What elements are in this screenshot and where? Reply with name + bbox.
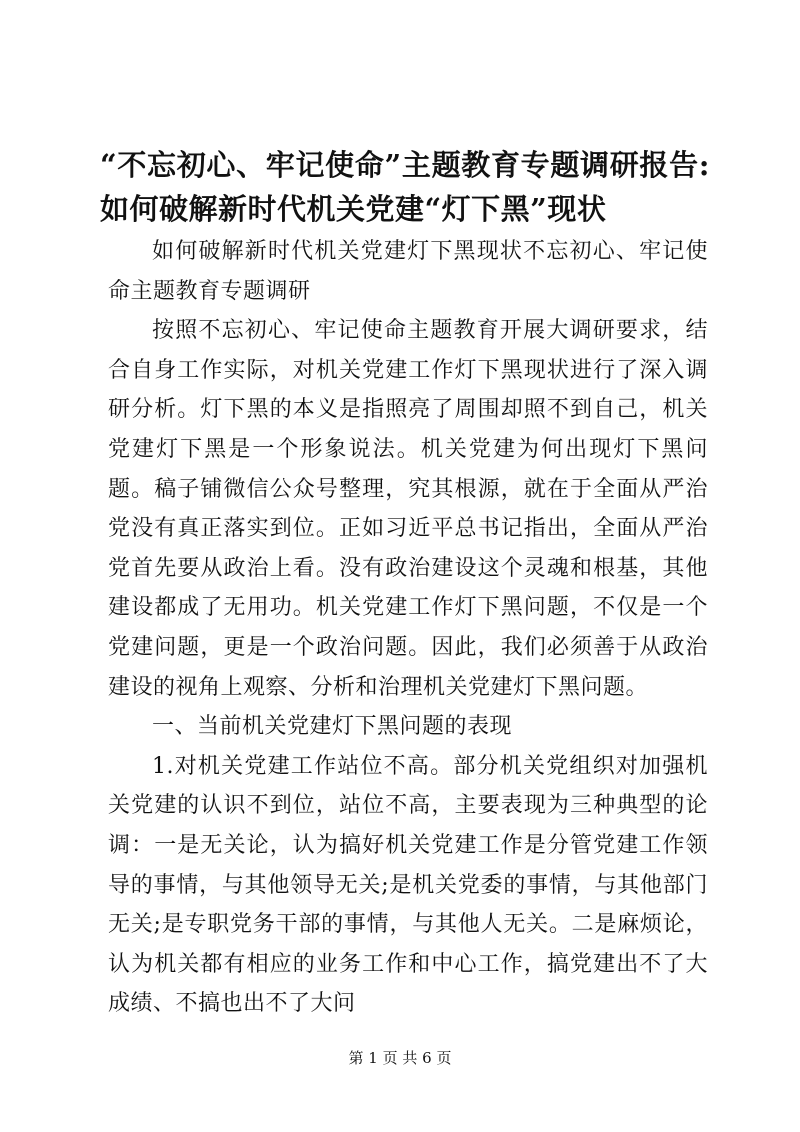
document-title: “不忘初心、牢记使命”主题教育专题调研报告:如何破解新时代机关党建“灯下黑”现状 [100, 148, 710, 226]
document-body [108, 232, 708, 1024]
section-heading: 一、当前机关党建灯下黑问题的表现 [152, 714, 513, 740]
paragraph-point-1: 1.对机关党建工作站位不高。部分机关党组织对加强机关党建的认识不到位，站位不高，主要表现为三种典型的论调：一是无关论，认为搞好机关党建工作是分管党建工作领导的事情，与其他领导无关;是机关党委的事情，与其他部门无关;是专职党务干部的事情，与其他人无关。二是麻烦论，认为机关都有相应的业务工作和中心工作，搞党建出不了大成绩、不搞也出不了大问 [108, 753, 708, 1017]
paragraph-subtitle: 如何破解新时代机关党建灯下黑现状不忘初心、牢记使命主题教育专题调研 [108, 239, 708, 304]
paragraph-intro: 按照不忘初心、牢记使命主题教育开展大调研要求，结合自身工作实际，对机关党建工作灯下黑现状进行了深入调研分析。灯下黑的本义是指照亮了周围却照不到自己，机关党建灯下黑是一个形象说法。机关党建为何出现灯下黑问题。稿子铺微信公众号整理，究其根源，就在于全面从严治党没有真正落实到位。正如习近平总书记指出，全面从严治党首先要从政治上看。没有政治建设这个灵魂和根基，其他建设都成了无用功。机关党建工作灯下黑问题，不仅是一个党建问题，更是一个政治问题。因此，我们必须善于从政治建设的视角上观察、分析和治理机关党建灯下黑问题。 [108, 318, 708, 700]
page-footer: 第 1 页 共 6 页 [348, 1049, 452, 1067]
